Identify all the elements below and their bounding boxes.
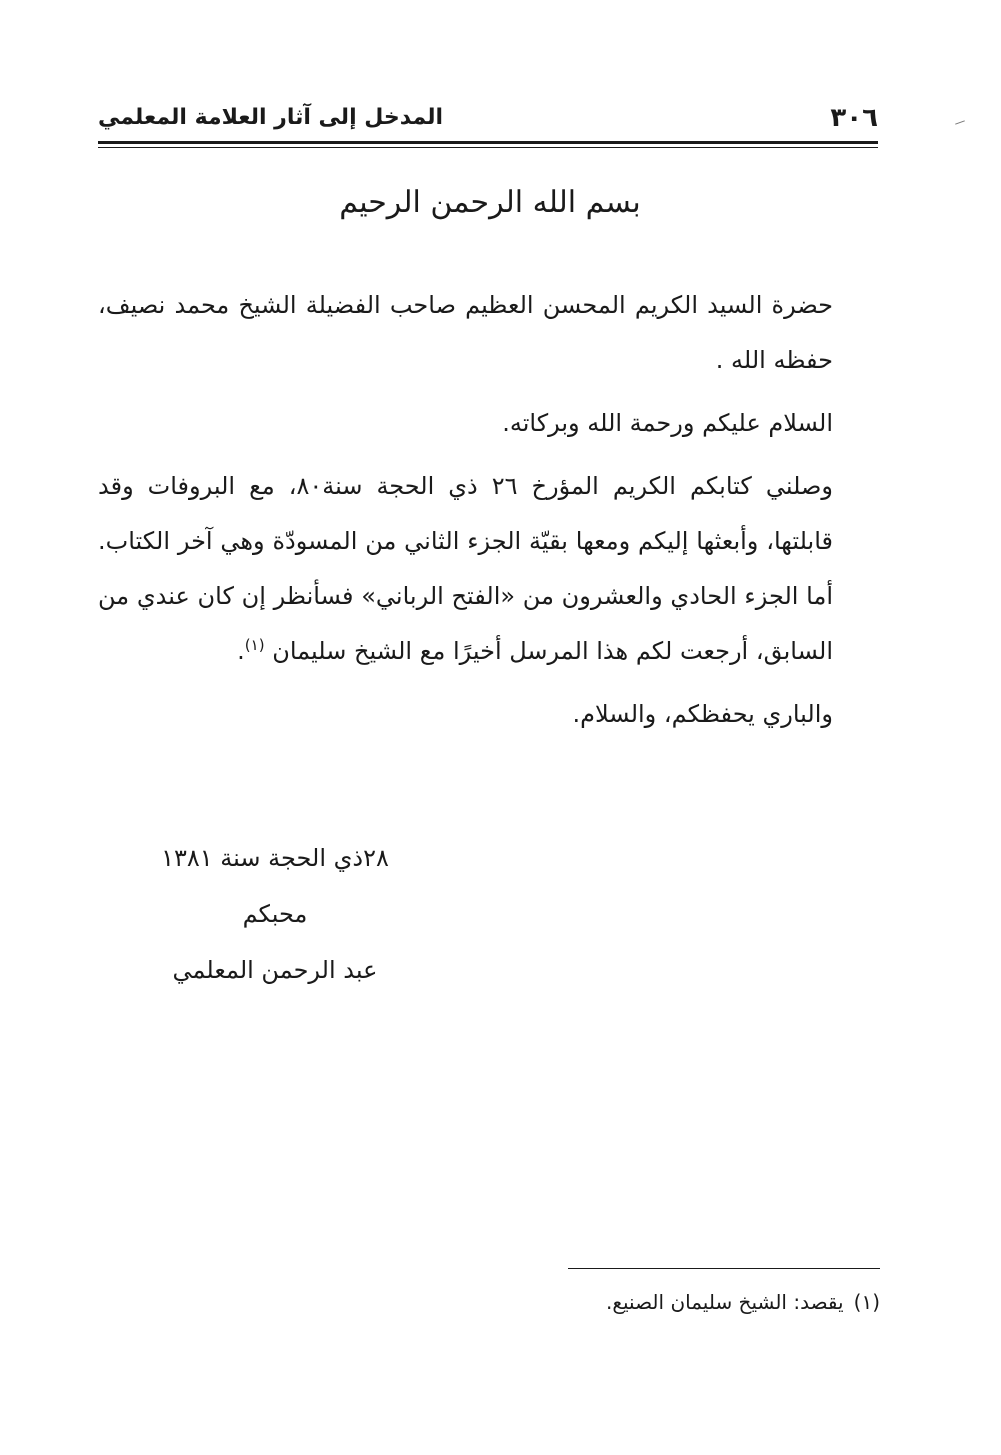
signature-block: [140, 830, 410, 998]
header-rule-thin: [98, 147, 878, 148]
header-rule: [98, 141, 878, 144]
letter-address: [98, 278, 833, 388]
letter-closing: والباري يحفظكم، والسلام.: [572, 700, 833, 728]
letter-main-end: .: [237, 637, 245, 665]
signature-name: عبد الرحمن المعلمي: [172, 956, 378, 984]
letter-body: [98, 278, 833, 742]
basmala: بسم الله الرحمن الرحيم: [339, 185, 641, 220]
running-header: [98, 100, 878, 136]
letter-address-text: حضرة السيد الكريم المحسن العظيم صاحب الفضيلة الشيخ محمد نصيف، حفظه الله .: [98, 291, 833, 374]
page-number: ٣٠٦: [830, 103, 878, 133]
letter-main-text: وصلني كتابكم الكريم المؤرخ ٢٦ ذي الحجة سنة٨٠، مع البروفات وقد قابلتها، وأبعثها إليكم ومعها بقيّة الجزء الثاني من المسودّة وهي آخر الكتاب. أما الجزء الحادي والعشرون من «الفتح الرباني» فسأنظر إن كان عندي من السابق، أرجعت لكم هذا المرسل أخيرًا مع الشيخ سليمان: [98, 472, 833, 665]
letter-main-paragraph: [98, 459, 833, 679]
signature-date: ٢٨ذي الحجة سنة ١٣٨١: [161, 844, 389, 872]
footnote-rule: [568, 1268, 880, 1269]
letter-greeting: السلام عليكم ورحمة الله وبركاته.: [502, 409, 833, 437]
footnote-marker: (١): [853, 1290, 880, 1314]
footnote: [400, 1284, 880, 1320]
signature-valediction: محبكم: [242, 900, 308, 928]
book-title: المدخل إلى آثار العلامة المعلمي: [98, 105, 444, 130]
footnote-reference[interactable]: (١): [244, 636, 265, 654]
scan-mark: [955, 120, 965, 124]
footnote-text: يقصد: الشيخ سليمان الصنيع.: [606, 1290, 844, 1314]
